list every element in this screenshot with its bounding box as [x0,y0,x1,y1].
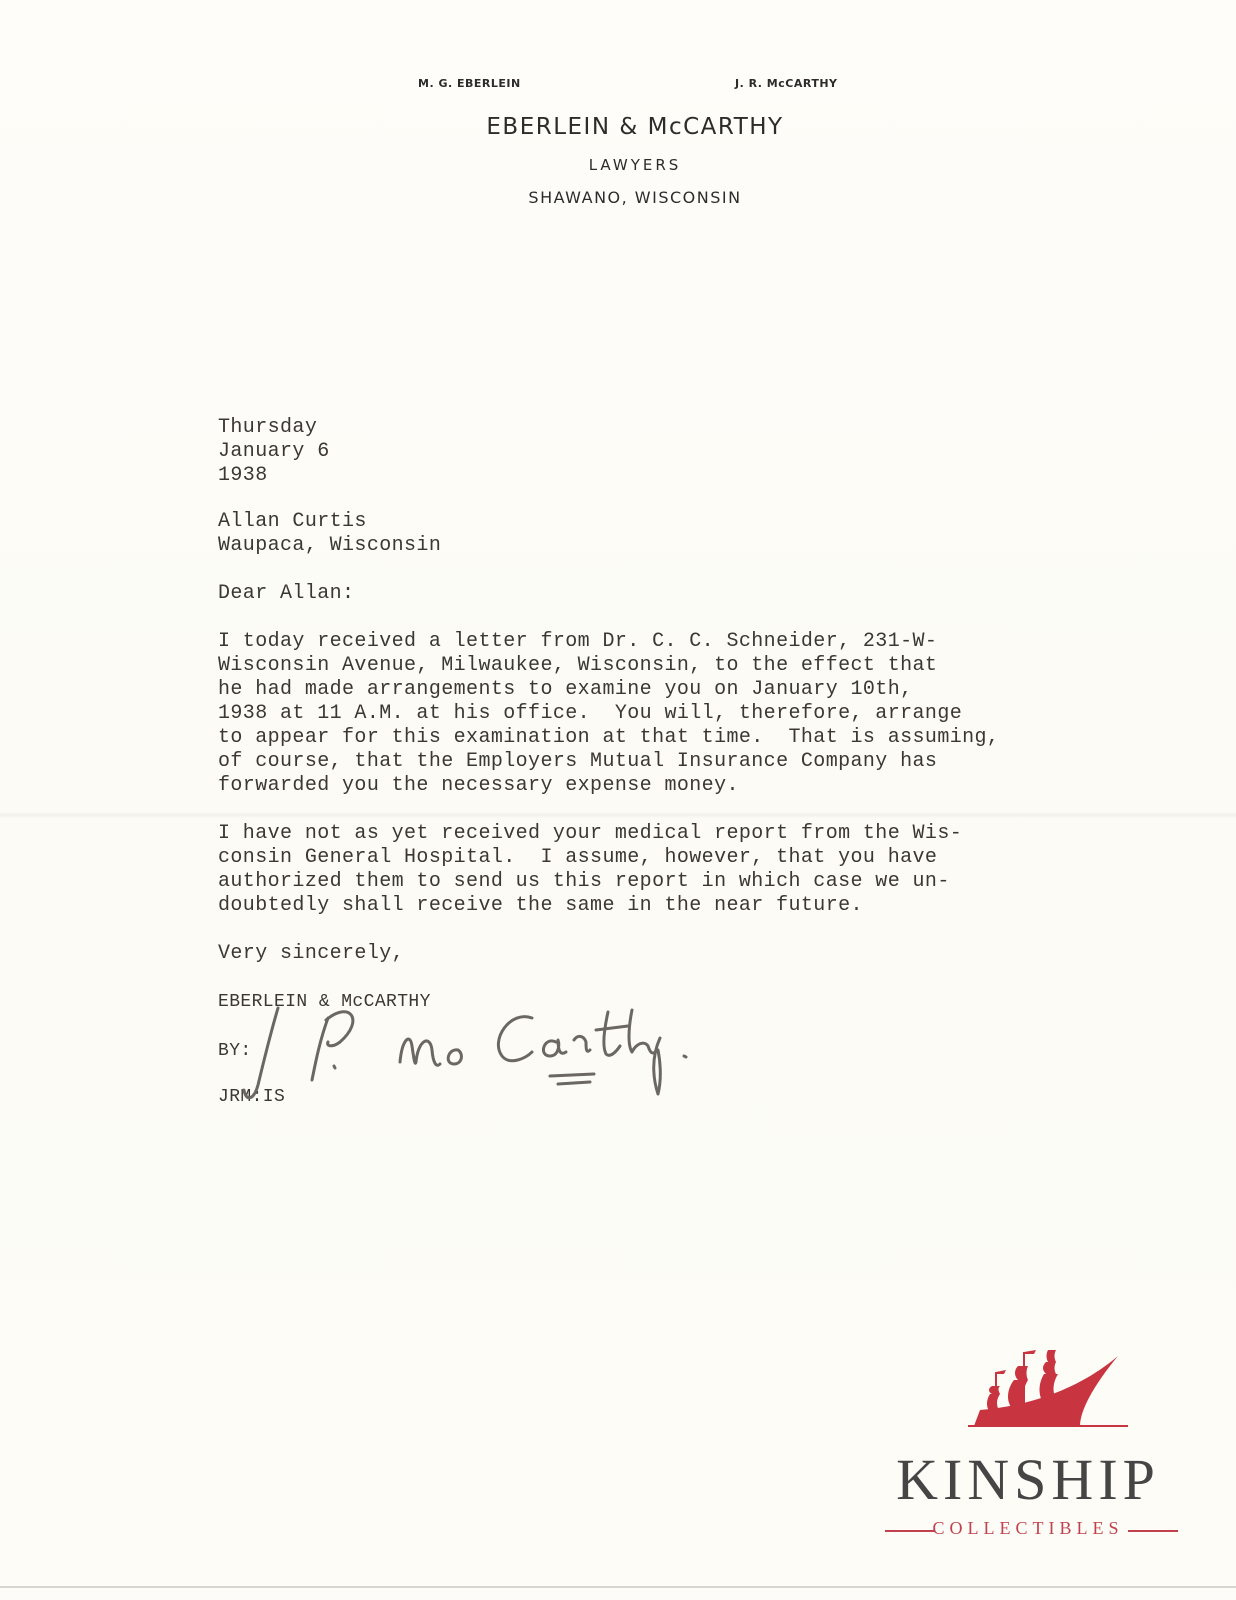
paper-edge [0,1586,1236,1588]
watermark-tagline: COLLECTIBLES [932,1518,1124,1538]
recipient-name: Allan Curtis [218,510,367,533]
tagline-rule-right [1128,1530,1178,1532]
signature-firm: EBERLEIN & McCARTHY [218,992,431,1012]
paragraph-line: forwarded you the necessary expense money. [218,774,739,797]
watermark-brand: KINSHIP [896,1447,1160,1512]
typist-initials: JRM:IS [218,1087,286,1107]
by-label: BY: [218,1041,252,1061]
paragraph-line: doubtedly shall receive the same in the near future. [218,894,863,917]
paper-fold-line [0,812,1236,818]
paragraph-line: he had made arrangements to examine you on January 10th, [218,678,913,701]
recipient-address [218,510,441,558]
sailing-ship-icon [968,1350,1128,1440]
closing: Very sincerely, [218,942,405,965]
date-month-day: January 6 [218,440,330,463]
recipient-city: Waupaca, Wisconsin [218,534,442,557]
firm-location: SHAWANO, WISCONSIN [528,188,742,207]
body-paragraph-1 [218,630,999,798]
firm-profession: LAWYERS [588,156,682,174]
partner-name-left: M. G. EBERLEIN [418,77,521,90]
salutation: Dear Allan: [218,582,355,605]
paragraph-line: I today received a letter from Dr. C. C. Schneider, 231-W- [218,630,938,653]
paragraph-line: to appear for this examination at that time. That is assuming, [218,726,1000,749]
paragraph-line: I have not as yet received your medical report from the Wis- [218,822,963,845]
letter-date [218,416,330,488]
firm-name: EBERLEIN & McCARTHY [486,114,784,140]
body-paragraph-2 [218,822,962,918]
handwritten-signature [240,990,710,1110]
paragraph-line: authorized them to send us this report in which case we un- [218,870,950,893]
partner-name-right: J. R. McCARTHY [735,77,838,90]
date-year: 1938 [218,464,268,487]
paragraph-line: 1938 at 11 A.M. at his office. You will, therefore, arrange [218,702,963,725]
paragraph-line: of course, that the Employers Mutual Insurance Company has [218,750,938,773]
paragraph-line: consin General Hospital. I assume, however, that you have [218,846,938,869]
paragraph-line: Wisconsin Avenue, Milwaukee, Wisconsin, to the effect that [218,654,938,677]
date-weekday: Thursday [218,416,318,439]
